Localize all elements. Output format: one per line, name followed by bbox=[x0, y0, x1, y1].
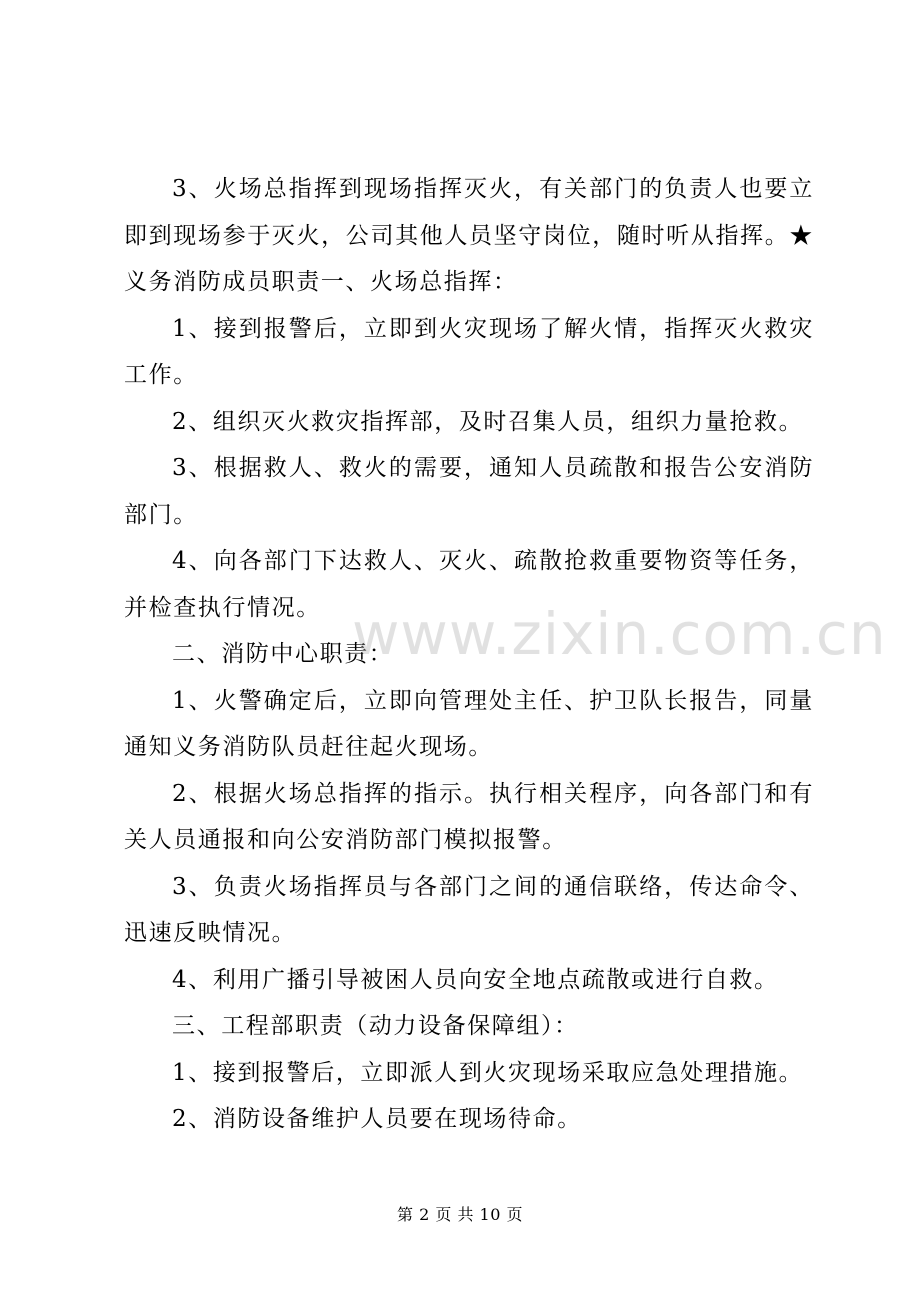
paragraph: 1、接到报警后，立即派人到火灾现场采取应急处理措施。 bbox=[172, 1059, 804, 1086]
watermark: www.zixin.com.cn bbox=[352, 600, 887, 668]
page-footer: 第 2 页 共 10 页 bbox=[397, 1205, 523, 1224]
paragraph: 4、向各部门下达救人、灭火、疏散抢救重要物资等任务，并检查执行情况。 bbox=[124, 548, 814, 621]
paragraph: 3、负责火场指挥员与各部门之间的通信联络，传达命令、迅速反映情况。 bbox=[124, 873, 814, 946]
paragraph: 4、利用广播引导被困人员向安全地点疏散或进行自救。 bbox=[172, 966, 779, 993]
paragraph: 2、组织灭火救灾指挥部，及时召集人员，组织力量抢救。 bbox=[172, 408, 804, 435]
paragraph: 2、根据火场总指挥的指示。执行相关程序，向各部门和有关人员通报和向公安消防部门模拟报警。 bbox=[124, 780, 814, 853]
section-heading: 二、消防中心职责： bbox=[172, 641, 394, 667]
paragraph: 3、根据救人、救火的需要，通知人员疏散和报告公安消防部门。 bbox=[124, 455, 814, 528]
paragraph: 1、接到报警后，立即到火灾现场了解火情，指挥灭火救灾工作。 bbox=[124, 315, 814, 388]
section-heading: 三、工程部职责（动力设备保障组）： bbox=[172, 1013, 579, 1039]
paragraph: 2、消防设备维护人员要在现场待命。 bbox=[172, 1106, 582, 1132]
paragraph: 3、火场总指挥到现场指挥灭火，有关部门的负责人也要立即到现场参于灭火，公司其他人员坚守岗位，随时听从指挥。★义务消防成员职责一、火场总指挥： bbox=[124, 176, 814, 295]
paragraph: 1、火警确定后，立即向管理处主任、护卫队长报告，同量通知义务消防队员赶往起火现场。 bbox=[124, 687, 814, 760]
document-body bbox=[124, 166, 814, 1143]
